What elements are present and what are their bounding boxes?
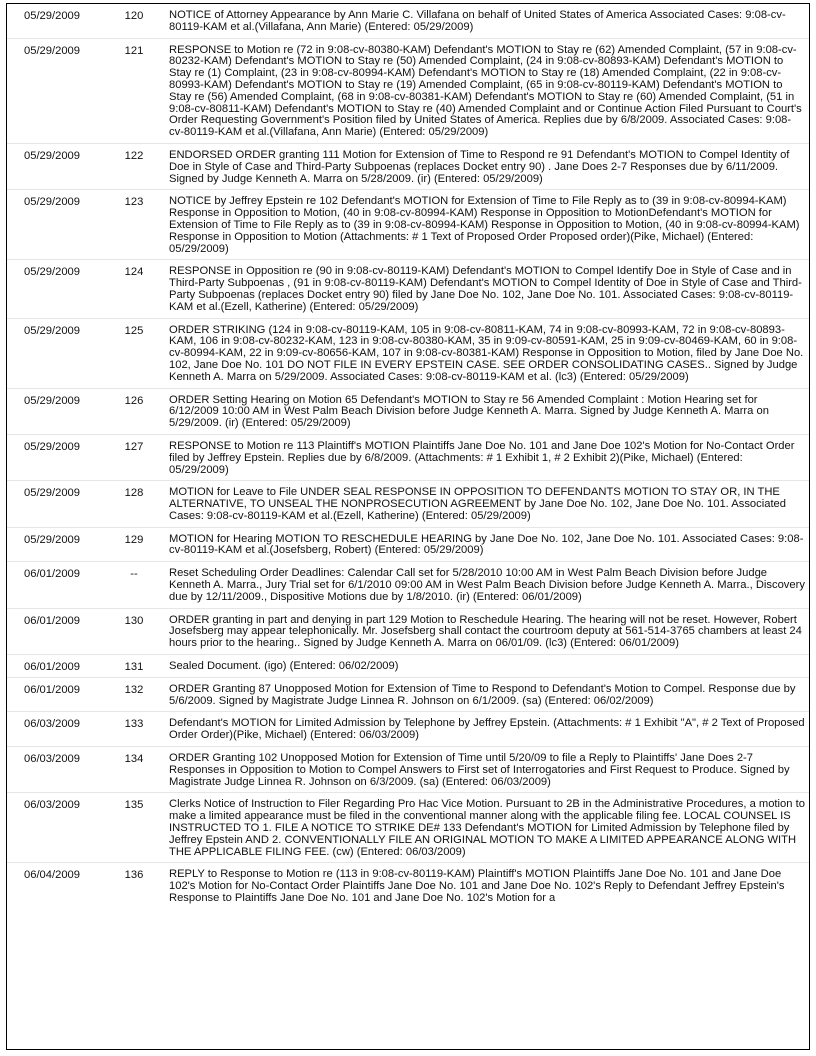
entry-text: RESPONSE in Opposition re (90 in 9:08-cv-80119-KAM) Defendant's MOTION to Compel Identify Doe in Style of Case and in Third-Party Subpoenas , (91 in 9:08-cv-80119-KAM) Defendant's MOTION to Compel Identity of Doe in Style of Case and Third-Party Subpoenas (replaces Docket entry 90) filed by Jane Doe No. 102, Jane Doe No. 101. Associated Cases: 9:08-cv-80119-KAM et al.(Ezell, Katherine) (Entered: 05/29/2009): [169, 265, 802, 313]
entry-date: 05/29/2009: [24, 266, 80, 279]
docket-entry-row: [7, 793, 809, 863]
entry-number: 120: [124, 10, 144, 22]
entry-text: Sealed Document. (igo) (Entered: 06/02/2009): [169, 660, 399, 673]
entry-text: ORDER granting in part and denying in part 129 Motion to Reschedule Hearing. The hearing will not be reset. However, Robert Josefsberg may appear telephonically. Mr. Josefsberg shall contact the courtroom deputy at 561-514-3765 chambers at least 24 hours prior to the hearing.. Signed by Judge Kenneth A. Marra on 06/01/09. (lc3) (Entered: 06/01/2009): [169, 613, 802, 650]
entry-number: 131: [124, 661, 144, 674]
entry-date: 05/29/2009: [24, 324, 80, 337]
entry-number: 128: [124, 487, 144, 500]
entry-date: 05/29/2009: [24, 487, 80, 500]
entry-text: ORDER Setting Hearing on Motion 65 Defendant's MOTION to Stay re 56 Amended Complaint : Motion Hearing set for 6/12/2009 10:00 AM in West Palm Beach Division before Judge Kenneth A. Marra. Signed by Judge Kenneth A. Marra on 5/29/2009. (ir) (Entered: 05/29/2009): [169, 393, 769, 430]
docket-entry-row: [7, 655, 809, 678]
entry-date: 06/03/2009: [24, 799, 80, 812]
docket-entry-row: [7, 435, 809, 481]
entry-date: 06/01/2009: [24, 614, 80, 627]
entry-date: 05/29/2009: [24, 394, 80, 407]
entry-number: 123: [124, 196, 144, 209]
entry-date: 06/01/2009: [24, 568, 80, 581]
docket-entry-row: [7, 678, 809, 713]
docket-entry-row: [7, 144, 809, 190]
entry-text: Defendant's MOTION for Limited Admission by Telephone by Jeffrey Epstein. (Attachments: # 1 Exhibit "A", # 2 Text of Proposed Order Order)(Pike, Michael) (Entered: 06/03/2009): [169, 717, 805, 742]
docket-entry-row: [7, 190, 809, 260]
docket-entry-row: [7, 39, 809, 144]
docket-entry-row: [7, 260, 809, 318]
docket-entry-row: [7, 481, 809, 527]
entry-date: 06/04/2009: [24, 869, 80, 882]
entry-date: 05/29/2009: [24, 149, 80, 162]
entry-date: 06/01/2009: [24, 661, 80, 674]
docket-table: [6, 3, 810, 1050]
entry-text: REPLY to Response to Motion re (113 in 9:08-cv-80119-KAM) Plaintiff's MOTION Plaintiffs Jane Doe No. 101 and Jane Doe 102's Motion for No-Contact Order Plaintiffs Jane Doe No. 101 and Jane Doe No. 102's Reply to Defendant Jeffrey Epstein's Response to Plaintiffs Jane Doe No. 101 and Jane Doe No. 102's Motion for a: [169, 868, 785, 905]
entry-number: --: [130, 568, 138, 581]
entry-text: ORDER Granting 102 Unopposed Motion for Extension of Time until 5/20/09 to file a Reply to Plaintiffs' Jane Does 2-7 Responses in Opposition to Motion to Compel Answers to First set of Interrogatories and First Request to Produce. Signed by Magistrate Judge Linnea R. Johnson on 6/3/2009. (sa) (Entered: 06/03/2009): [169, 752, 790, 788]
entry-text: ORDER Granting 87 Unopposed Motion for Extension of Time to Respond to Defendant's Motion to Compel. Response due by 5/6/2009. Signed by Magistrate Judge Linnea R. Johnson on 6/1/2009. (sa) (Entered: 06/02/2009): [169, 682, 796, 707]
entry-number: 122: [124, 149, 144, 162]
entry-date: 06/03/2009: [24, 718, 80, 731]
entry-number: 132: [124, 683, 144, 696]
docket-entry-row: [7, 863, 809, 908]
entry-date: 05/29/2009: [24, 440, 80, 453]
docket-entry-row: [7, 389, 809, 435]
entry-text: RESPONSE to Motion re 113 Plaintiff's MOTION Plaintiffs Jane Doe No. 101 and Jane Doe 102's Motion for No-Contact Order filed by Jeffrey Epstein. Replies due by 6/8/2009. (Attachments: # 1 Exhibit 1, # 2 Exhibit 2)(Pike, Michael) (Entered: 05/29/2009): [169, 439, 795, 476]
entry-text: RESPONSE to Motion re (72 in 9:08-cv-80380-KAM) Defendant's MOTION to Stay re (62) Amended Complaint, (57 in 9:08-cv-80232-KAM) Defendant's MOTION to Stay re (50) Amended Complaint, (24 in 9:08-cv-80893-KAM) Defendant's MOTION to Stay re (1) Complaint, (23 in 9:08-cv-80994-KAM) Defendant's MOTION to Stay re (18) Amended Complaint, (22 in 9:08-cv-80993-KAM) Defendant's MOTION to Stay re (19) Amended Complaint, (65 in 9:08-cv-80119-KAM) Defendant's MOTION to Stay re (56) Amended Complaint, (68 in 9:08-cv-80381-KAM) Defendant's MOTION to Stay re (60) Amended Complaint, (51 in 9:08-cv-80811-KAM) Defendant's MOTION to Stay re (40) Amended Complaint and or Continue Action Filed Pursuant to Court's Order Requesting Government's Position filed by United States of America. Replies due by 6/8/2009. Associated Cases: 9:08-cv-80119-KAM et al.(Villafana, Ann Marie) (Entered: 05/29/2009): [169, 43, 802, 139]
entry-text: MOTION for Hearing MOTION TO RESCHEDULE HEARING by Jane Doe No. 102, Jane Doe No. 101. Associated Cases: 9:08-cv-80119-KAM et al.(Josefsberg, Robert) (Entered: 05/29/2009): [169, 532, 804, 557]
entry-date: 06/01/2009: [24, 683, 80, 696]
entry-date: 05/29/2009: [24, 44, 80, 57]
entry-number: 124: [124, 266, 144, 279]
entry-date: 05/29/2009: [24, 196, 80, 209]
docket-entry-row: [7, 562, 809, 608]
entry-text: MOTION for Leave to File UNDER SEAL RESPONSE IN OPPOSITION TO DEFENDANTS MOTION TO STAY OR, IN THE ALTERNATIVE, TO UNSEAL THE NONPROSECUTION AGREEMENT by Jane Doe No. 102, Jane Doe No. 101. Associated Cases: 9:08-cv-80119-KAM et al.(Ezell, Katherine) (Entered: 05/29/2009): [169, 486, 786, 522]
docket-entry-row: [7, 747, 809, 793]
entry-date: 05/29/2009: [24, 10, 80, 22]
docket-entry-row: [7, 609, 809, 655]
docket-entry-row: [7, 712, 809, 747]
entry-text: Clerks Notice of Instruction to Filer Regarding Pro Hac Vice Motion. Pursuant to 2B in the Administrative Procedures, a motion to make a limited appearance must be filed in the conventional manner along with the applicable filing fee. LOCAL COUNSEL IS INSTRUCTED TO 1. FILE A NOTICE TO STRIKE DE# 133 Defendant's MOTION for Limited Admission by Telephone filed by Jeffrey Epstein AND 2. CONVENTIONALLY FILE AN ORIGINAL MOTION TO MAKE A LIMITED APPEARANCE ALONG WITH THE APPLICABLE FILING FEE. (cw) (Entered: 06/03/2009): [169, 798, 805, 858]
entry-date: 05/29/2009: [24, 533, 80, 546]
entry-number: 121: [124, 44, 144, 57]
entry-number: 126: [124, 394, 144, 407]
entry-number: 127: [124, 440, 144, 453]
entry-number: 134: [124, 753, 144, 766]
entry-number: 125: [124, 324, 144, 337]
entry-text: ORDER STRIKING (124 in 9:08-cv-80119-KAM, 105 in 9:08-cv-80811-KAM, 74 in 9:08-cv-80993-KAM, 72 in 9:08-cv-80893-KAM, 106 in 9:08-cv-80232-KAM, 123 in 9:08-cv-80380-KAM, 35 in 9:09-cv-80591-KAM, 25 in 9:09-cv-80469-KAM, 60 in 9:08-cv-80994-KAM, 22 in 9:09-cv-80656-KAM, 107 in 9:08-cv-80381-KAM) Response in Opposition to Motion, filed by Jane Doe No. 102, Jane Doe No. 101 DO NOT FILE IN EVERY EPSTEIN CASE. SEE ORDER CONSOLIDATING CASES.. Signed by Judge Kenneth A. Marra on 5/29/2009. Associated Cases: 9:08-cv-80119-KAM et al. (lc3) (Entered: 05/29/2009): [169, 323, 804, 383]
entry-number: 133: [124, 718, 144, 731]
docket-entry-row: [7, 4, 809, 39]
docket-entry-row: [7, 528, 809, 563]
entry-date: 06/03/2009: [24, 753, 80, 766]
entry-text: NOTICE of Attorney Appearance by Ann Marie C. Villafana on behalf of United States of America Associated Cases: 9:08-cv-80119-KAM et al.(Villafana, Ann Marie) (Entered: 05/29/2009): [169, 9, 786, 33]
entry-number: 135: [124, 799, 144, 812]
entry-text: NOTICE by Jeffrey Epstein re 102 Defendant's MOTION for Extension of Time to File Reply as to (39 in 9:08-cv-80994-KAM) Response in Opposition to Motion, (40 in 9:08-cv-80994-KAM) Response in Opposition to MotionDefendant's MOTION for Extension of Time to File Reply as to (39 in 9:08-cv-80994-KAM) Response in Opposition to Motion, (40 in 9:08-cv-80994-KAM) Response in Opposition to Motion (Attachments: # 1 Text of Proposed Order Proposed order)(Pike, Michael) (Entered: 05/29/2009): [169, 195, 800, 255]
entry-number: 136: [124, 869, 144, 882]
entry-number: 130: [124, 614, 144, 627]
entry-text: ENDORSED ORDER granting 111 Motion for Extension of Time to Respond re 91 Defendant's MOTION to Compel Identity of Doe in Style of Case and Third-Party Subpoenas (replaces Docket entry 90) . Jane Does 2-7 Responses due by 6/11/2009. Signed by Judge Kenneth A. Marra on 5/28/2009. (ir) (Entered: 05/29/2009): [169, 148, 790, 185]
entry-number: 129: [124, 533, 144, 546]
entry-text: Reset Scheduling Order Deadlines: Calendar Call set for 5/28/2010 10:00 AM in West Palm Beach Division before Judge Kenneth A. Marra., Jury Trial set for 6/1/2010 09:00 AM in West Palm Beach Division before Judge Kenneth A. Marra., Discovery due by 12/11/2009., Dispositive Motions due by 1/8/2010. (ir) (Entered: 06/01/2009): [169, 567, 805, 603]
docket-entry-row: [7, 319, 809, 389]
